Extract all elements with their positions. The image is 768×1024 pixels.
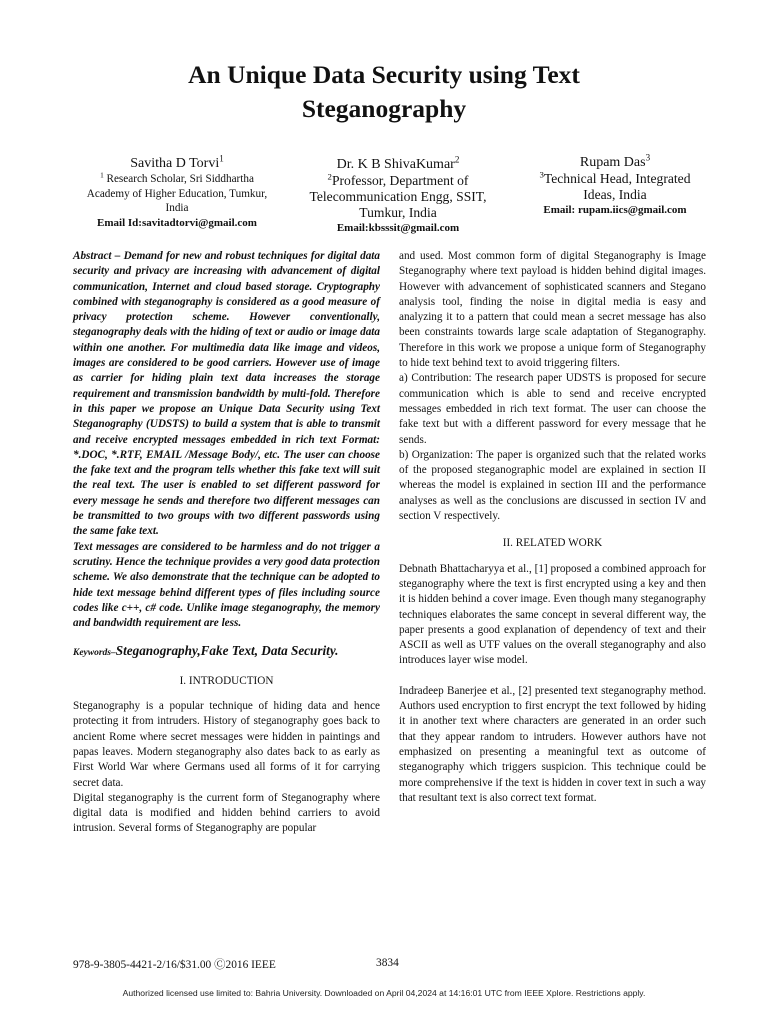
section-heading-related-work: II. RELATED WORK	[502, 537, 603, 550]
author-superscript: 1	[219, 153, 224, 164]
page-number: 3834	[376, 957, 399, 969]
affiliation-line: Professor, Department of	[331, 173, 469, 188]
author-name: Dr. K B ShivaKumar	[336, 157, 455, 172]
affiliation-line: Tumkur, India	[359, 205, 437, 220]
author-email: Email Id:savitadtorvi@gmail.com	[97, 216, 257, 229]
contribution-paragraph: a) Contribution: The research paper UDSTS is proposed for secure communication which is able to send and receive encrypted messages embedded in rich text format. The user can choose the fake text but with a different password for every message that he sends.	[399, 372, 706, 446]
author-email: Email:kbsssit@gmail.com	[336, 222, 460, 234]
author-superscript: 2	[454, 154, 460, 165]
affiliation-line: Ideas, India	[583, 187, 647, 202]
title-line-1: An Unique Data Security using Text	[188, 60, 580, 89]
abstract-paragraph: Text messages are considered to be harmless and do not trigger a scrutiny. Hence the technique provides a very good data protection scheme. We also demonstrate that the technique can be adopted to hide text message behind different types of files including source codes like c++, c# code. Unlike image steganography, the memory and bandwidth requirement are less.	[73, 540, 380, 630]
right-column	[399, 249, 706, 806]
section-heading-introduction: I. INTRODUCTION	[179, 674, 274, 687]
affiliation-line: Technical Head, Integrated	[543, 171, 691, 186]
left-column	[73, 249, 380, 837]
author-name: Rupam Das	[579, 155, 646, 170]
author-block-1	[72, 155, 282, 231]
abstract-paragraph: Abstract – Demand for new and robust techniques for digital data security and privacy are increasing with advancement of digital communication, Internet and cloud based storage. Cryptography combined with steganography is considered as a good measure of privacy protection scheme. However conventionally, steganography deals with the hiding of text or audio or image data within one another. For multimedia data like image and videos, images are considered to be good carriers. However use of image as carrier for hiding plain text data increases the storage requirement and transmission bandwidth by multi-fold. Therefore in this paper we propose an Unique Data Security using Text Steganography (UDSTS) to build a system that is able to transmit and receive encrypted messages embedded in rich text Format: *.DOC, *.RTF, EMAIL /Message Body/, etc. The user can choose the fake text and the program tells whether this fake text will suit the real text. The user is enabled to set different password for every message he sends and therefore two different messages can be transmitted to two groups with two different passwords using the same fake text.	[73, 250, 380, 538]
affiliation-line: Telecommunication Engg, SSIT,	[309, 189, 487, 204]
body-paragraph: Digital steganography is the current form of Steganography where digital data is modified and hidden behind carriers to avoid intrusion. Several forms of Steganography are popular	[73, 791, 380, 835]
body-paragraph: Indradeep Banerjee et al., [2] presented text steganography method. Authors used encryption to first encrypt the text followed by hiding it in another text where characters are generated in an order such that they appear random to intruders. However authors have not emphasized on presenting a meaningful text as outcome of steganography which triggers suspicion. This technique could be more comprehensive if the text is hidden in cover text in such a way that resultant text is also correct text format.	[399, 684, 706, 804]
affiliation-line: India	[165, 202, 189, 214]
keywords-label: Keywords–	[73, 648, 116, 659]
affiliation-line: Research Scholar, Sri Siddhartha	[103, 173, 254, 185]
footer-isbn: 978-9-3805-4421-2/16/$31.00 Ⓒ2016 IEEE	[73, 959, 276, 971]
author-name: Savitha D Torvi	[130, 156, 220, 171]
keywords-text: Steganography,Fake Text, Data Security.	[115, 643, 339, 659]
body-paragraph: Steganography is a popular technique of hiding data and hence protecting it from intruders. History of steganography goes back to ancient Rome where secret messages were hidden in paintings and papas leaves. Modern steganography also dates back to as early as First World War where Germans used all forms of it for carrying secret data.	[73, 700, 380, 789]
paper-title	[0, 58, 768, 126]
body-paragraph: and used. Most common form of digital Steganography is Image Steganography where text payload is hidden behind digital images. However with advancement of sophisticated scanners and Stegano analysis tool, finding the noise in digital media is easy and analyzing it to a pattern that could mean a secret message has also been constraints towards large scale adaptation of Steganography. Therefore in this work we propose a unique form of Steganography to hide text behind text to avoid triggering filters.	[399, 250, 706, 370]
license-notice: Authorized licensed use limited to: Bahria University. Downloaded on April 04,2024 at 14:16:01 UTC from IEEE Xplore. Restrictions apply.	[122, 988, 646, 998]
author-superscript: 3	[645, 152, 651, 163]
organization-paragraph: b) Organization: The paper is organized such that the related works of the proposed steganographic model are explained in section II whereas the model is explained in section III and the performance analyses as well as the conclusions are discussed in section IV and section V respectively.	[399, 448, 706, 523]
keywords-line	[73, 643, 380, 661]
author-block-3	[520, 154, 710, 218]
affiliation-superscript: 3	[539, 169, 544, 180]
author-email: Email: rupam.iics@gmail.com	[543, 204, 687, 216]
body-paragraph: Debnath Bhattacharyya et al., [1] proposed a combined approach for steganography where the text is first encrypted using a key and then it is hidden behind a cover image. Even though many steganography techniques elaborates the same concept in several different way, the paper presents a good explanation of dependency of text and their ASCII as well as UTF values on the overall steganography and also introduces layer wise model.	[399, 562, 706, 667]
affiliation-line: Academy of Higher Education, Tumkur,	[86, 187, 268, 200]
author-block-2	[293, 156, 503, 236]
affiliation-superscript: 2	[327, 171, 332, 182]
affiliation-superscript: 1	[100, 171, 104, 180]
title-line-2: Steganography	[301, 94, 467, 123]
